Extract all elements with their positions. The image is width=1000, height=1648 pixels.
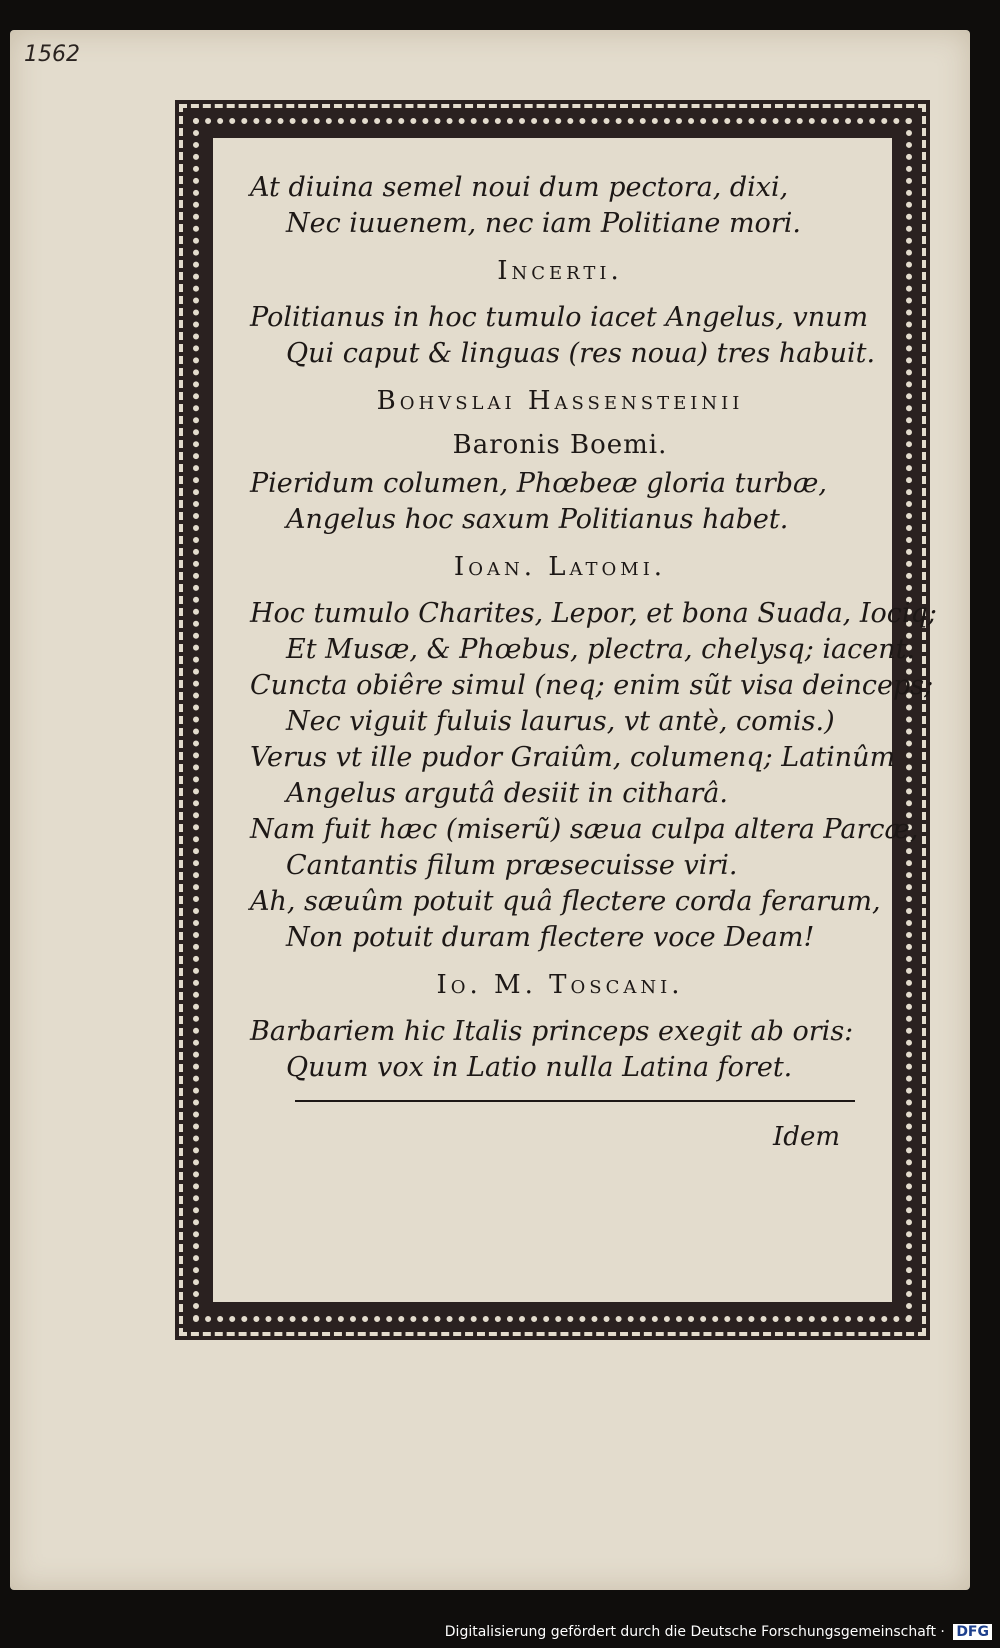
- verse-line: Non potuit duram flectere voce Deam!: [286, 922, 815, 953]
- section-opening: [250, 170, 870, 242]
- verse-line: Cantantis filum præsecuisse viri.: [286, 850, 738, 881]
- verse-line: Barbariem hic Italis princeps exegit ab oris:: [250, 1016, 854, 1047]
- section-incerti: [250, 248, 876, 372]
- pencil-note: 1562: [24, 42, 80, 67]
- section-heading: Incerti.: [497, 256, 623, 286]
- verse-line: Nec viguit fuluis laurus, vt antè, comis.): [286, 706, 835, 737]
- section-heading: Io. M. Toscani.: [436, 970, 684, 1000]
- verse-line: Pieridum columen, Phœbeæ gloria turbæ,: [250, 468, 827, 499]
- verse-line: Politianus in hoc tumulo iacet Angelus, vnum: [250, 302, 869, 333]
- dfg-logo: DFG: [953, 1624, 992, 1640]
- section-latomi: [250, 544, 937, 956]
- verse-line: Nam fuit hæc (miserũ) sæua culpa altera Parcæ,: [250, 814, 919, 845]
- section-hassensteinii: [250, 378, 870, 538]
- verse-line: Angelus hoc saxum Politianus habet.: [286, 504, 789, 535]
- verse-line: Nec iuuenem, nec iam Politiane mori.: [286, 208, 801, 239]
- verse-line: Hoc tumulo Charites, Lepor, et bona Suada, Iociq;: [250, 598, 937, 629]
- verse-line: Et Musæ, & Phœbus, plectra, chelysq; iacent.: [286, 634, 916, 665]
- verse-line: Angelus argutâ desiit in citharâ.: [286, 778, 728, 809]
- verse-line: Qui caput & linguas (res noua) tres habuit.: [286, 338, 876, 369]
- footer-text: Digitalisierung gefördert durch die Deutsche Forschungsgemeinschaft ·: [444, 1624, 945, 1640]
- verse-line: Cuncta obiêre simul (neq; enim sũt visa deinceps;: [250, 670, 934, 701]
- section-heading: Bohvslai Hassensteinii: [376, 386, 744, 416]
- section-heading: Ioan. Latomi.: [453, 552, 667, 582]
- divider-rule: [295, 1100, 855, 1102]
- verse-line: Ah, sæuûm potuit quâ flectere corda ferarum,: [250, 886, 881, 917]
- verse-line: Verus vt ille pudor Graiûm, columenq; Latinûm: [250, 742, 896, 773]
- digitization-footer: [445, 1624, 992, 1640]
- section-toscani: [250, 962, 870, 1086]
- section-subheading: Baronis Boemi.: [452, 430, 668, 460]
- page-content: [250, 170, 937, 1152]
- verse-line: At diuina semel noui dum pectora, dixi,: [250, 172, 789, 203]
- verse-line: Quum vox in Latio nulla Latina foret.: [286, 1052, 793, 1083]
- catchword: Idem: [773, 1122, 840, 1152]
